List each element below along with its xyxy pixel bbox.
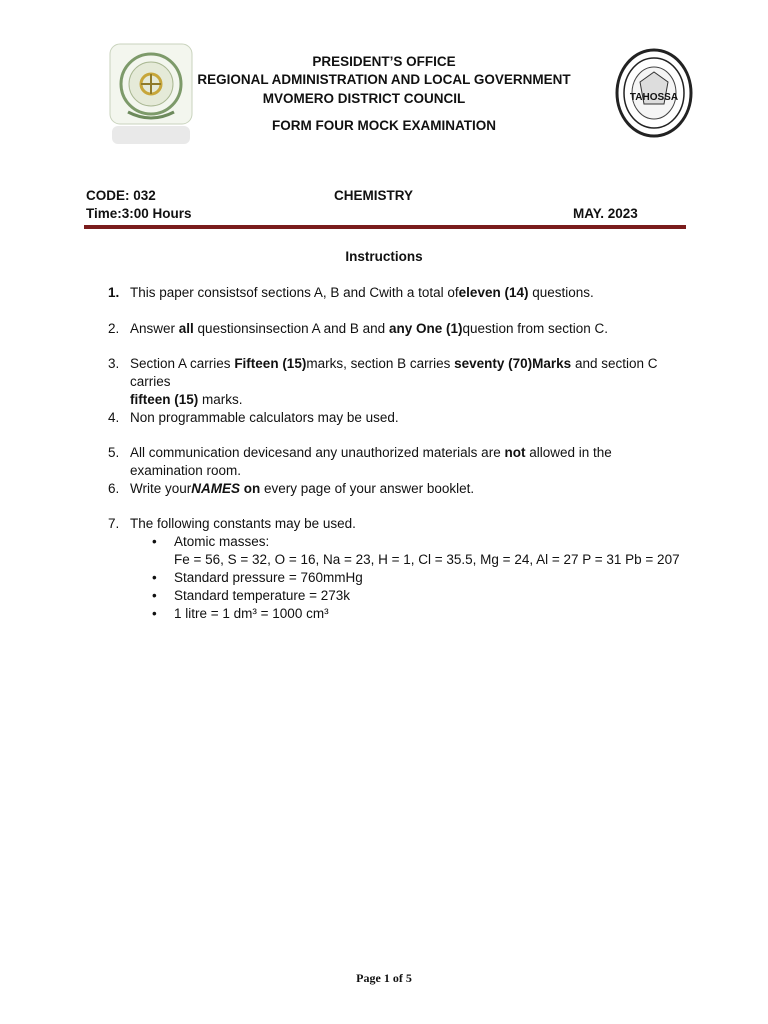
instruction-text: questionsinsection A and B and [193, 321, 389, 336]
instruction-emphasis: all [178, 321, 194, 336]
instruction-emphasis: NAMES [191, 481, 241, 496]
instruction-text: question from section C. [462, 321, 609, 336]
instruction-text: every page of your answer booklet. [260, 481, 475, 496]
instruction-item [108, 480, 688, 498]
atomic-masses-values: Fe = 56, S = 32, O = 16, Na = 23, H = 1, Cl = 35.5, Mg = 24, Al = 27 P = 31 Pb = 207 [174, 552, 680, 567]
instruction-number: 5. [108, 445, 120, 460]
exam-title: FORM FOUR MOCK EXAMINATION [272, 118, 496, 133]
instruction-text: This paper consistsof sections A, B and Cwith a total of [130, 285, 459, 300]
instruction-emphasis: seventy (70)Marks [454, 356, 572, 371]
exam-date: MAY. 2023 [573, 206, 638, 221]
standard-temperature: Standard temperature = 273k [174, 588, 350, 603]
standard-pressure: Standard pressure = 760mmHg [174, 570, 363, 585]
instruction-item [108, 320, 688, 338]
constants-list-item [152, 569, 688, 587]
instruction-number: 4. [108, 410, 120, 425]
header-divider [84, 225, 686, 229]
litre-conversion: 1 litre = 1 dm³ = 1000 cm³ [174, 606, 329, 621]
instruction-number: 2. [108, 321, 120, 336]
instruction-text: Answer [130, 321, 179, 336]
instruction-item [108, 515, 688, 623]
instruction-text: and section C carries [130, 356, 658, 389]
instruction-emphasis: fifteen (15) [130, 392, 199, 407]
ministry-heading: REGIONAL ADMINISTRATION AND LOCAL GOVERNMENT [197, 72, 571, 87]
atomic-masses-label: Atomic masses: [174, 534, 270, 549]
instruction-text: Write your [130, 481, 192, 496]
instruction-emphasis: not [504, 445, 526, 460]
instruction-number: 6. [108, 481, 120, 496]
instruction-text: All communication devicesand any unauthorized materials are [130, 445, 505, 460]
instruction-text: The following constants may be used. [130, 516, 356, 531]
council-heading: MVOMERO DISTRICT COUNCIL [262, 91, 466, 106]
instruction-emphasis: Fifteen (15) [234, 356, 307, 371]
page-number: Page 1 of 5 [356, 971, 412, 985]
office-heading: PRESIDENT’S OFFICE [312, 54, 456, 69]
instruction-emphasis: eleven (14) [458, 285, 529, 300]
constants-list-item [152, 605, 688, 623]
instruction-emphasis: on [240, 481, 261, 496]
instruction-text: Non programmable calculators may be used. [130, 410, 399, 425]
constants-list [152, 533, 688, 623]
instruction-item [108, 284, 688, 302]
exam-time: Time:3:00 Hours [86, 206, 192, 221]
instruction-number: 1. [108, 285, 120, 300]
constants-list-item [152, 533, 688, 569]
instruction-text: marks, section B carries [306, 356, 455, 371]
exam-subject: CHEMISTRY [334, 188, 414, 203]
seal-text: TAHOSSA [629, 92, 679, 103]
constants-list-item [152, 587, 688, 605]
exam-code: CODE: 032 [86, 188, 156, 203]
instruction-item [108, 409, 688, 427]
instruction-text: questions. [528, 285, 594, 300]
instruction-emphasis: any One (1) [388, 321, 463, 336]
instruction-number: 3. [108, 356, 120, 371]
instructions-heading: Instructions [345, 249, 423, 264]
instruction-text: allowed in the examination room. [130, 445, 612, 478]
instruction-number: 7. [108, 516, 120, 531]
instruction-item [108, 444, 688, 480]
instruction-text: Section A carries [130, 356, 235, 371]
instruction-text: marks. [198, 392, 243, 407]
instruction-item [108, 355, 688, 409]
